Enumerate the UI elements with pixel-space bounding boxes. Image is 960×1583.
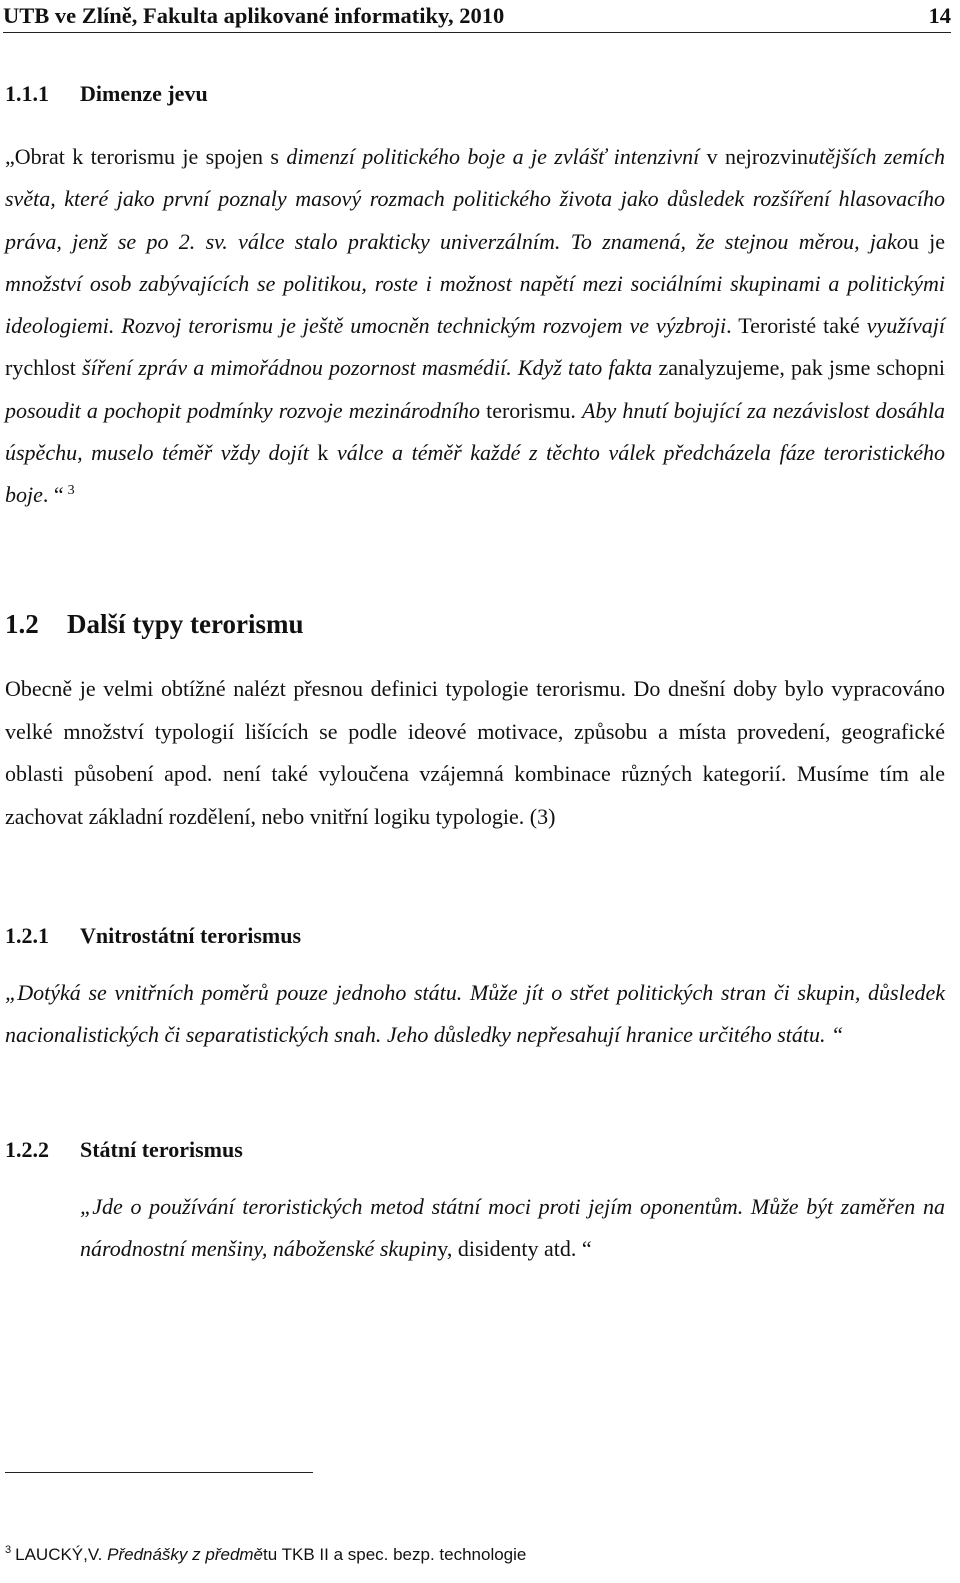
- quote-paragraph-vnitrostatni: „Dotýká se vnitřních poměrů pouze jednoho státu. Může jít o střet politických stran či skupin, důsledek nacionalistických či separatistických snah. Jeho důsledky nepřesahují hranice určitého státu. “: [5, 980, 945, 1048]
- text-run: terorismu.: [479, 397, 583, 423]
- text-run: množství osob zabývajících se politikou, roste i možnost napětí mezi sociálními skupinami a politickými ideologiemi. Rozvoj terorismu je ještě umocněn technickým rozvojem ve výzbroji: [5, 270, 945, 339]
- text-run: šíření zpráv a mimořádnou pozornost masmédií. Když tato fakta: [82, 355, 653, 381]
- quote-paragraph-dimenze: [5, 136, 945, 517]
- heading-number: 1.2.1: [5, 923, 49, 948]
- footnote-separator: [5, 1472, 313, 1473]
- text-run: rychlost: [5, 355, 83, 381]
- footnote: [5, 1543, 526, 1567]
- text-run: zanalyzujeme, pak jsme schopni: [652, 355, 945, 381]
- text-run: Aby hnutí bojující za nezávislost dosáhla úspěchu, muselo téměř vždy dojít: [5, 397, 945, 466]
- heading-number: 1.1.1: [5, 81, 49, 106]
- heading-title: Další typy terorismu: [67, 609, 304, 639]
- text-run: válce a téměř každé z těchto válek předcházela fáze teroristického boje: [5, 440, 945, 508]
- page-number: 14: [928, 3, 951, 28]
- text-run: y, disidenty atd. “: [437, 1236, 592, 1262]
- text-run: „Obrat k terorismu je spojen s: [5, 144, 287, 169]
- body-paragraph-typy: Obecně je velmi obtížné nalézt přesnou definici typologie terorismu. Do dnešní doby bylo vypracováno velké množství typologií lišících se podle ideové motivace, způsobu a místa provedení, geografické oblasti působení apod. není také vyloučena vzájemná kombinace různých kategorií. Musíme tím ale zachovat základní rozdělení, nebo vnitřní logiku typologie. (3): [5, 676, 945, 830]
- text-run: . Teroristé také: [726, 313, 867, 339]
- text-run: LAUCKÝ,V.: [15, 1545, 108, 1564]
- quote-paragraph-statni: [80, 1186, 945, 1271]
- text-run: v nejrozvin: [699, 144, 809, 169]
- text-run: k: [308, 440, 337, 466]
- heading-number: 1.2: [5, 609, 39, 639]
- header-title: UTB ve Zlíně, Fakulta aplikované informatiky, 2010: [3, 3, 505, 28]
- text-run: utějších zemích světa, které jako první poznaly masový rozmach politického života jako důsledek rozšíření hlasovacího práva, jenž se po 2. sv. válce stalo prakticky univerzálním. To znamená, že stejnou měrou, jako: [5, 144, 945, 254]
- text-run: u je: [907, 228, 945, 254]
- heading-1-2: [5, 608, 304, 640]
- heading-title: Státní terorismus: [80, 1137, 243, 1162]
- heading-1-1-1: [5, 80, 208, 108]
- text-run: Přednášky z předmě: [107, 1545, 264, 1564]
- heading-title: Dimenze jevu: [80, 81, 208, 106]
- text-run: posoudit a pochopit podmínky rozvoje mezinárodního: [5, 397, 480, 423]
- text-run: . “: [42, 482, 64, 508]
- running-header: [3, 2, 951, 33]
- heading-1-2-1: [5, 922, 301, 950]
- text-run: „Jde o používání teroristických metod státní moci proti jejím oponentům. Může být zaměřen na národnostní menšiny, náboženské skupin: [80, 1194, 945, 1262]
- text-run: využívají: [866, 313, 945, 339]
- text-run: tu TKB II a spec. bezp. technologie: [263, 1545, 527, 1564]
- footnote-number: 3: [5, 1544, 12, 1557]
- heading-title: Vnitrostátní terorismus: [80, 923, 302, 948]
- heading-1-2-2: [5, 1136, 243, 1164]
- text-run: dimenzí politického boje a je zvlášť intenzivní: [286, 144, 700, 169]
- heading-number: 1.2.2: [5, 1137, 49, 1162]
- footnote-reference[interactable]: 3: [67, 483, 75, 499]
